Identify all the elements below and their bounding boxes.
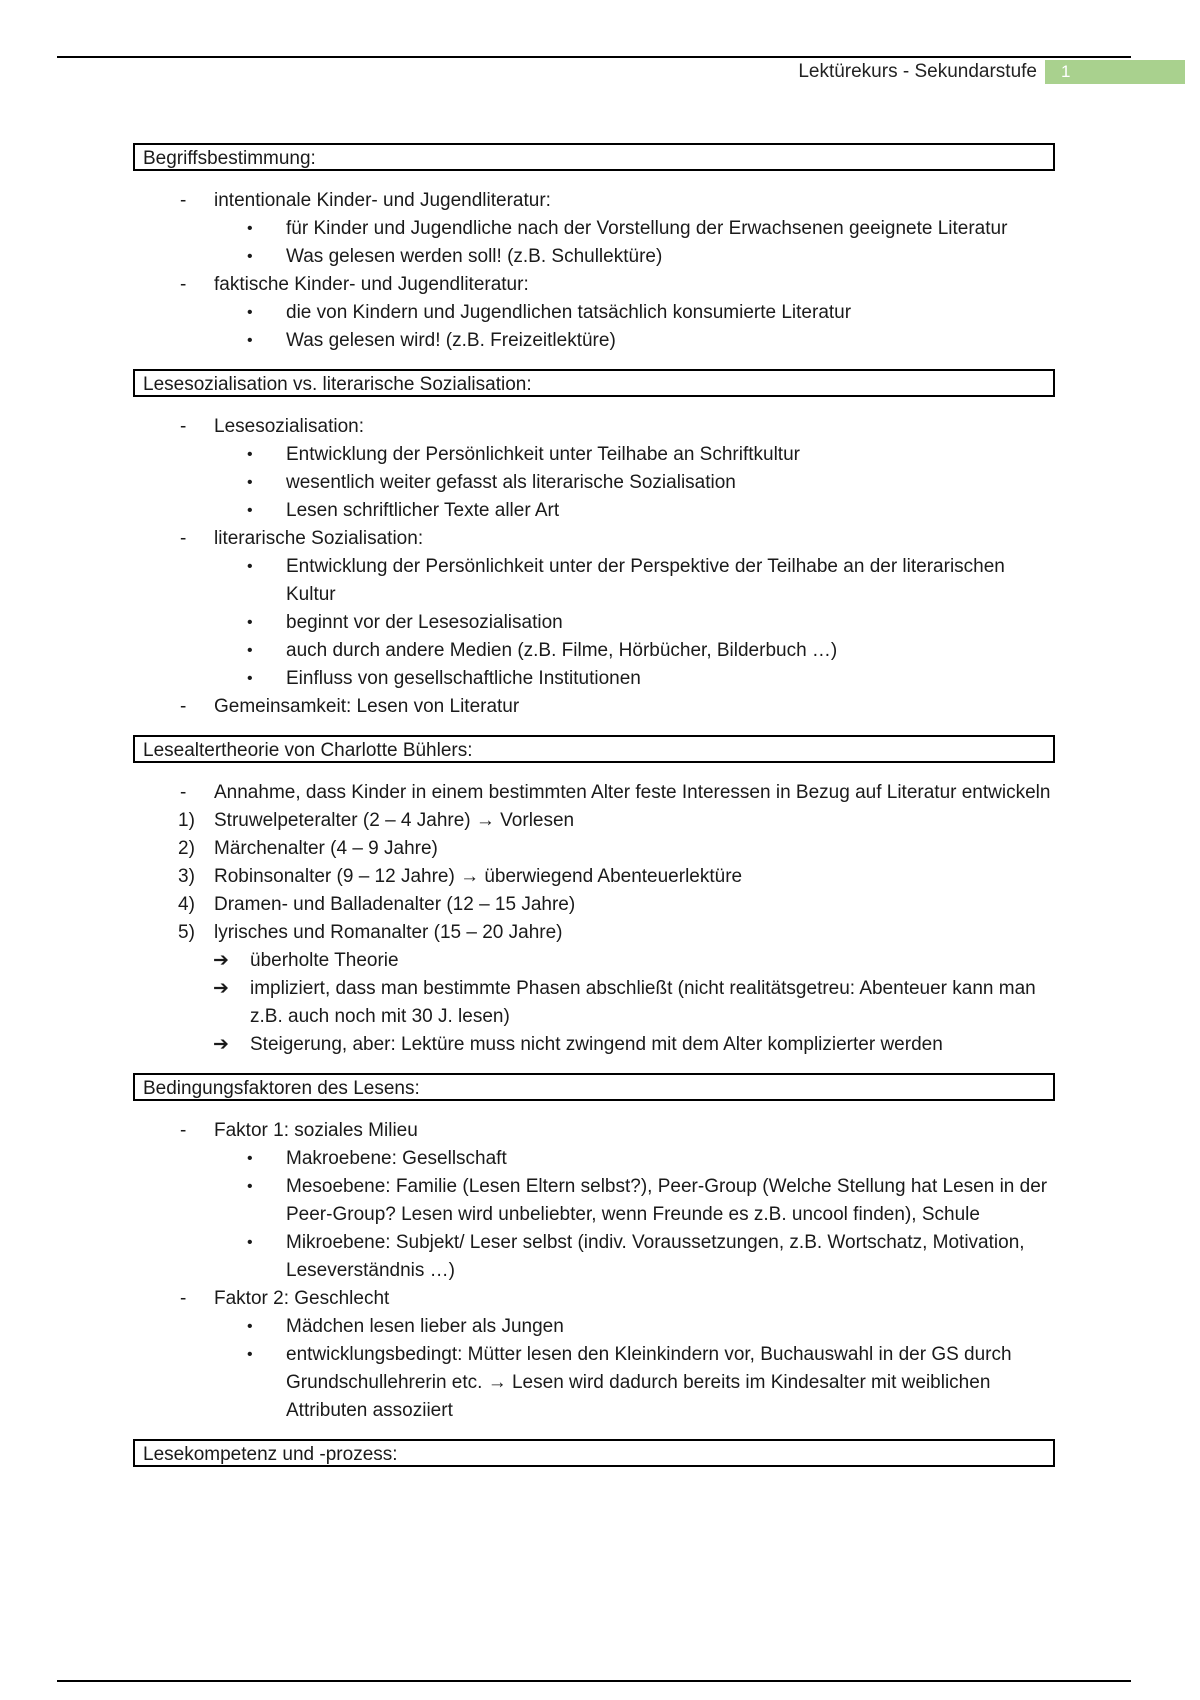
list-item <box>133 947 1055 975</box>
list-item-text: überholte Theorie <box>250 950 399 971</box>
list-item-text: Faktor 2: Geschlecht <box>214 1288 390 1309</box>
list-item <box>133 243 1055 271</box>
list-item-text: Steigerung, aber: Lektüre muss nicht zwingend mit dem Alter komplizierter werden <box>250 1034 943 1055</box>
list-marker: 5) <box>178 922 195 943</box>
list-item-text: Was gelesen wird! (z.B. Freizeitlektüre) <box>286 330 616 351</box>
list-marker: 1) <box>178 810 195 831</box>
section-heading: Lesesozialisation vs. literarische Sozialisation: <box>133 369 1055 397</box>
section-body <box>133 1467 1055 1497</box>
list-item-text: Mädchen lesen lieber als Jungen <box>286 1316 564 1337</box>
bullet-icon: • <box>247 446 253 463</box>
list-item-text: beginnt vor der Lesesozialisation <box>286 612 563 633</box>
list-item-text: Dramen- und Balladenalter (12 – 15 Jahre) <box>214 894 576 915</box>
bullet-icon: • <box>247 474 253 491</box>
list-item-text: Einfluss von gesellschaftliche Institutionen <box>286 668 641 689</box>
list-item <box>133 835 1055 863</box>
footer-rule <box>57 1680 1131 1682</box>
list-marker: - <box>180 782 187 803</box>
list-item <box>133 891 1055 919</box>
section-body <box>133 171 1055 369</box>
section-heading: Begriffsbestimmung: <box>133 143 1055 171</box>
list-item <box>133 497 1055 525</box>
list-item-text: Was gelesen werden soll! (z.B. Schullektüre) <box>286 246 663 267</box>
header-rule <box>57 56 1131 58</box>
list-item-text: intentionale Kinder- und Jugendliteratur: <box>214 190 551 211</box>
list-item <box>133 975 1055 1031</box>
list-item <box>133 919 1055 947</box>
list-item <box>133 693 1055 721</box>
list-item-text: Faktor 1: soziales Milieu <box>214 1120 418 1141</box>
list-marker: 2) <box>178 838 195 859</box>
bullet-icon: • <box>247 614 253 631</box>
list-item-text: die von Kindern und Jugendlichen tatsächlich konsumierte Literatur <box>286 302 852 323</box>
list-item <box>133 1173 1055 1229</box>
list-item <box>133 299 1055 327</box>
document-body <box>133 143 1055 1497</box>
arrow-icon: ➔ <box>213 978 229 999</box>
list-item-text: auch durch andere Medien (z.B. Filme, Hörbücher, Bilderbuch …) <box>286 640 838 661</box>
list-item <box>133 1341 1055 1425</box>
list-item <box>133 1145 1055 1173</box>
arrow-icon: ➔ <box>213 950 229 971</box>
bullet-icon: • <box>247 1318 253 1335</box>
list-item <box>133 1031 1055 1059</box>
list-marker: 3) <box>178 866 195 887</box>
bullet-icon: • <box>247 304 253 321</box>
list-item <box>133 665 1055 693</box>
bullet-icon: • <box>247 332 253 349</box>
list-marker: - <box>180 696 187 717</box>
list-marker: - <box>180 1120 187 1141</box>
list-item-text: Mikroebene: Subjekt/ Leser selbst (indiv. Voraussetzungen, z.B. Wortschatz, Motivation, Leseverständnis …) <box>286 1232 1025 1281</box>
header-title: Lektürekurs - Sekundarstufe <box>798 61 1037 82</box>
section-body <box>133 397 1055 735</box>
list-item <box>133 1285 1055 1313</box>
list-item-text: Makroebene: Gesellschaft <box>286 1148 507 1169</box>
list-marker: - <box>180 274 187 295</box>
list-item-text: Gemeinsamkeit: Lesen von Literatur <box>214 696 520 717</box>
list-item <box>133 215 1055 243</box>
list-item-text: Lesesozialisation: <box>214 416 364 437</box>
list-item <box>133 469 1055 497</box>
bullet-icon: • <box>247 642 253 659</box>
bullet-icon: • <box>247 670 253 687</box>
list-item-text: literarische Sozialisation: <box>214 528 424 549</box>
list-item <box>133 807 1055 835</box>
bullet-icon: • <box>247 1346 253 1363</box>
bullet-icon: • <box>247 558 253 575</box>
list-item-text: faktische Kinder- und Jugendliteratur: <box>214 274 529 295</box>
list-item-text: Lesen schriftlicher Texte aller Art <box>286 500 560 521</box>
section-heading: Bedingungsfaktoren des Lesens: <box>133 1073 1055 1101</box>
list-item-text: entwicklungsbedingt: Mütter lesen den Kleinkindern vor, Buchauswahl in der GS durch Grundschullehrerin etc. → Lesen wird dadurch bereits im Kindesalter mit weiblichen Attributen assoziiert <box>286 1344 1012 1421</box>
bullet-icon: • <box>247 1178 253 1195</box>
arrow-icon: ➔ <box>213 1034 229 1055</box>
bullet-icon: • <box>247 248 253 265</box>
list-item <box>133 441 1055 469</box>
list-marker: - <box>180 190 187 211</box>
list-item <box>133 525 1055 553</box>
list-item <box>133 863 1055 891</box>
section-heading: Lesealtertheorie von Charlotte Bühlers: <box>133 735 1055 763</box>
bullet-icon: • <box>247 502 253 519</box>
section-body <box>133 1101 1055 1439</box>
list-item <box>133 553 1055 609</box>
list-marker: - <box>180 416 187 437</box>
list-item-text: für Kinder und Jugendliche nach der Vorstellung der Erwachsenen geeignete Literatur <box>286 218 1008 239</box>
list-item-text: Mesoebene: Familie (Lesen Eltern selbst?), Peer-Group (Welche Stellung hat Lesen in der Peer-Group? Lesen wird unbeliebter, wenn Freunde es z.B. uncool finden), Schule <box>286 1176 1048 1225</box>
list-item-text: Entwicklung der Persönlichkeit unter Teilhabe an Schriftkultur <box>286 444 800 465</box>
list-item <box>133 187 1055 215</box>
list-item <box>133 637 1055 665</box>
list-item-text: Entwicklung der Persönlichkeit unter der Perspektive der Teilhabe an der literarischen Kultur <box>286 556 1005 605</box>
list-item-text: Robinsonalter (9 – 12 Jahre) → überwiegend Abenteuerlektüre <box>214 866 743 887</box>
list-marker: 4) <box>178 894 195 915</box>
bullet-icon: • <box>247 220 253 237</box>
list-item <box>133 1117 1055 1145</box>
list-item-text: Märchenalter (4 – 9 Jahre) <box>214 838 438 859</box>
list-item <box>133 1229 1055 1285</box>
list-marker: - <box>180 1288 187 1309</box>
list-item-text: Struwelpeteralter (2 – 4 Jahre) → Vorlesen <box>214 810 575 831</box>
bullet-icon: • <box>247 1150 253 1167</box>
page-number-badge: 1 <box>1045 60 1185 84</box>
section-body <box>133 763 1055 1073</box>
list-item <box>133 609 1055 637</box>
list-marker: - <box>180 528 187 549</box>
list-item <box>133 1313 1055 1341</box>
list-item-text: impliziert, dass man bestimmte Phasen abschließt (nicht realitätsgetreu: Abenteuer kann man z.B. auch noch mit 30 J. lesen) <box>250 978 1036 1027</box>
list-item <box>133 779 1055 807</box>
list-item <box>133 413 1055 441</box>
list-item <box>133 271 1055 299</box>
list-item-text: Annahme, dass Kinder in einem bestimmten Alter feste Interessen in Bezug auf Literatur entwickeln <box>214 782 1051 803</box>
list-item <box>133 327 1055 355</box>
list-item-text: lyrisches und Romanalter (15 – 20 Jahre) <box>214 922 563 943</box>
section-heading: Lesekompetenz und -prozess: <box>133 1439 1055 1467</box>
bullet-icon: • <box>247 1234 253 1251</box>
list-item-text: wesentlich weiter gefasst als literarische Sozialisation <box>286 472 736 493</box>
